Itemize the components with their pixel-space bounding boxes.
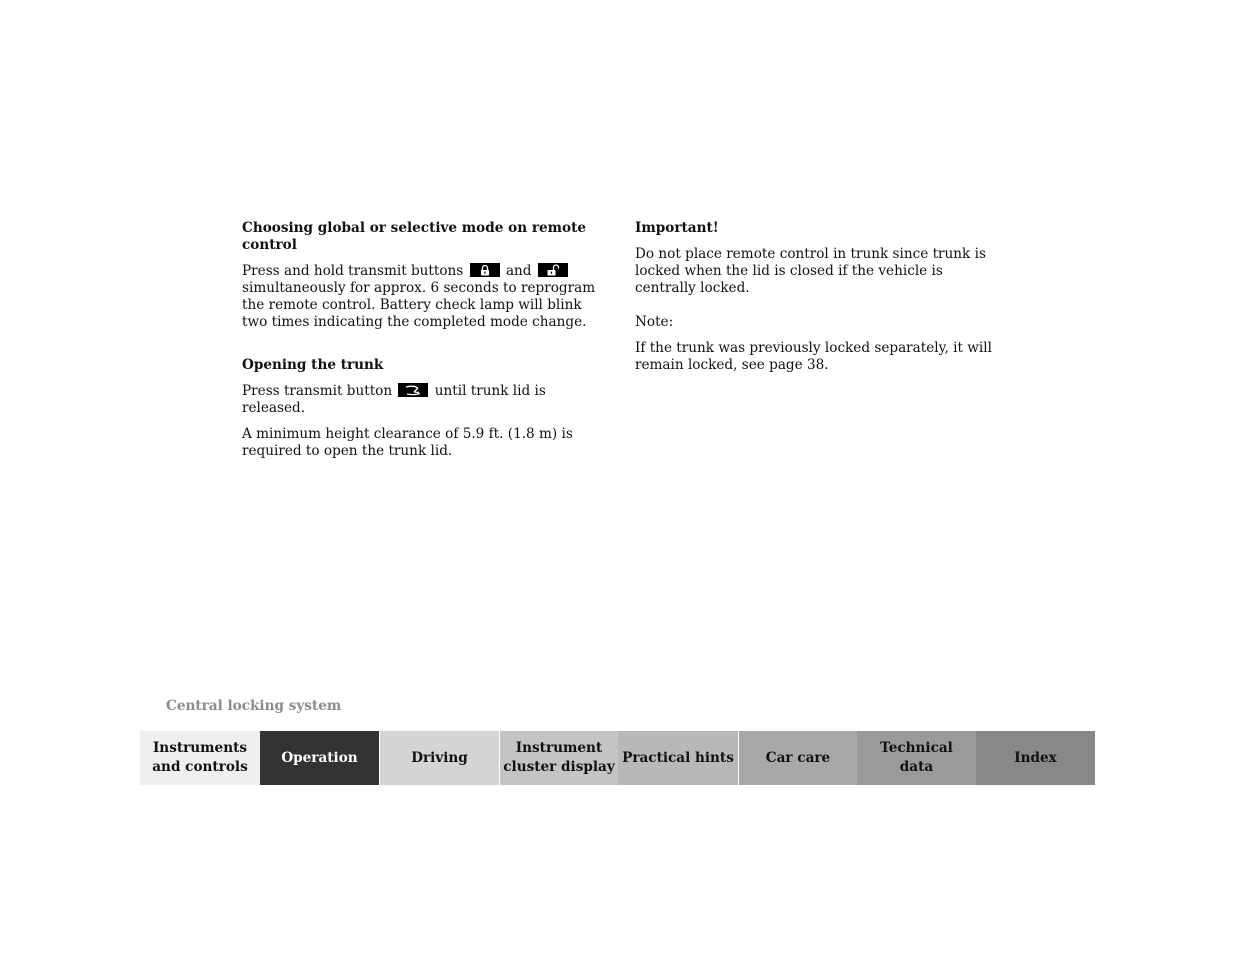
text-fragment: until trunk lid is released. bbox=[242, 383, 546, 416]
chapter-tab-bar bbox=[140, 731, 1095, 785]
trunk-open-icon bbox=[398, 383, 428, 397]
right-column bbox=[635, 220, 1000, 383]
paragraph-height-clearance: A minimum height clearance of 5.9 ft. (1.8 m) is required to open the trunk lid. bbox=[242, 426, 573, 459]
tab-instrument-cluster-display[interactable] bbox=[499, 731, 618, 785]
lock-icon bbox=[470, 263, 500, 277]
tab-practical-hints[interactable] bbox=[618, 731, 738, 785]
paragraph-reprogram-remote bbox=[242, 263, 607, 331]
section-title: Central locking system bbox=[166, 698, 342, 714]
tab-label: Car care bbox=[765, 749, 831, 766]
section-heading-global-selective-mode: Choosing global or selective mode on remote control bbox=[242, 220, 587, 253]
tab-label: Instruments and controls bbox=[152, 740, 248, 775]
text-fragment: simultaneously for approx. 6 seconds to reprogram the remote control. Battery check lamp will blink two times indicating the completed mode change. bbox=[242, 280, 596, 330]
left-column bbox=[242, 220, 607, 469]
text-fragment: and bbox=[505, 263, 532, 279]
tab-index[interactable] bbox=[976, 731, 1095, 785]
important-heading: Important! bbox=[635, 220, 719, 236]
tab-label: Instrument cluster display bbox=[503, 740, 615, 775]
tab-technical-data[interactable] bbox=[857, 731, 976, 785]
tab-label: Practical hints bbox=[622, 749, 734, 766]
tab-label: Operation bbox=[281, 749, 358, 766]
text-fragment: Press and hold transmit buttons bbox=[242, 263, 464, 279]
text-fragment: Press transmit button bbox=[242, 383, 393, 399]
tab-driving[interactable] bbox=[379, 731, 499, 785]
tab-label: Index bbox=[1014, 749, 1057, 766]
tab-label: Technical data bbox=[880, 740, 953, 775]
section-heading-opening-trunk: Opening the trunk bbox=[242, 357, 384, 373]
tab-car-care[interactable] bbox=[738, 731, 857, 785]
tab-operation[interactable] bbox=[260, 731, 379, 785]
tab-instruments-and-controls[interactable] bbox=[140, 731, 260, 785]
unlock-icon bbox=[538, 263, 568, 277]
tab-label: Driving bbox=[411, 749, 468, 766]
paragraph-press-trunk-button bbox=[242, 383, 607, 417]
important-text: Do not place remote control in trunk since trunk is locked when the lid is closed if the vehicle is centrally locked. bbox=[635, 246, 986, 296]
note-label: Note: bbox=[635, 314, 674, 330]
note-text: If the trunk was previously locked separately, it will remain locked, see page 38. bbox=[635, 340, 992, 373]
